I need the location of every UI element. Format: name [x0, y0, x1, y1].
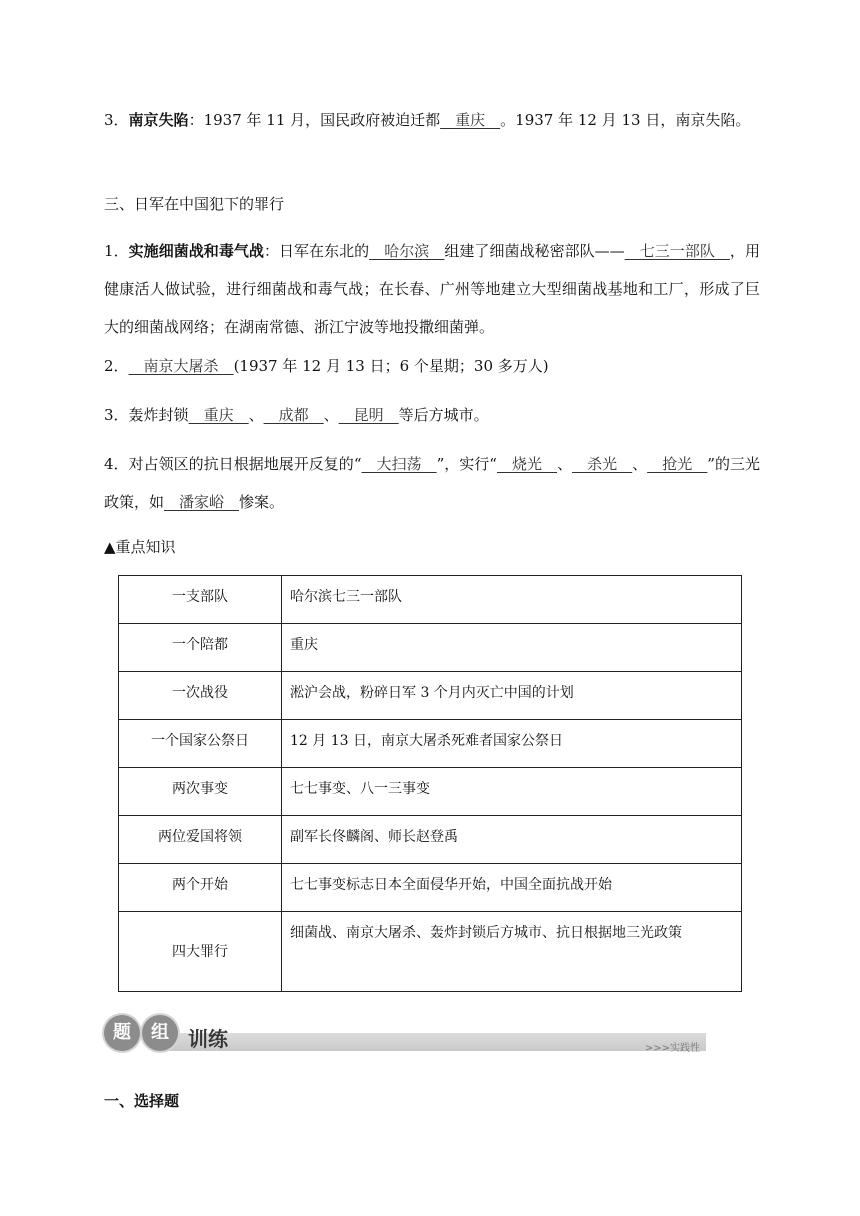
table-value: 七七事变、八一三事变: [282, 768, 742, 816]
banner-tag: >>>实践性: [644, 1043, 700, 1054]
answer-blank: __重庆__: [188, 406, 249, 424]
table-row: [119, 576, 742, 624]
table-key: 两个开始: [119, 864, 282, 912]
item-text: 。1937 年 12 月 13 日，南京失陷。: [500, 111, 751, 129]
separator: 、: [632, 455, 648, 473]
section-heading-crimes: 三、日军在中国犯下的罪行: [104, 195, 285, 213]
item-number: 4．: [104, 455, 129, 473]
answer-blank: __哈尔滨__: [369, 242, 445, 260]
table-key: 四大罪行: [119, 912, 282, 992]
item-text: ：1937 年 11 月，国民政府被迫迁都: [188, 111, 441, 129]
table-value: 淞沪会战，粉碎日军 3 个月内灭亡中国的计划: [282, 672, 742, 720]
item-text: 轰炸封锁: [128, 406, 189, 424]
answer-blank: __七三一部队__: [624, 242, 730, 260]
crime-item-4: [104, 445, 760, 521]
item-number: 3．: [104, 406, 129, 424]
table-key: 一支部队: [119, 576, 282, 624]
table-row: [119, 816, 742, 864]
table-row: [119, 912, 742, 992]
crime-item-2: [104, 347, 760, 385]
separator: 、: [557, 455, 573, 473]
table-key: 两次事变: [119, 768, 282, 816]
item-number: 2．: [104, 357, 129, 375]
table-row: [119, 720, 742, 768]
crime-item-3: [104, 396, 760, 434]
table-row: [119, 672, 742, 720]
item-text: ，用健康活人做试验，进行细菌战和毒气战；在长春、广州等地建立大型细菌战基地和工厂，形成了巨大的细菌战网络；在湖南常德、浙江宁波等地投撒细菌弹。: [104, 242, 760, 336]
item-text: (1937 年 12 月 13 日；6 个星期；30 多万人): [233, 357, 549, 375]
key-knowledge-table: [118, 575, 742, 992]
answer-blank: __南京大屠杀__: [128, 357, 234, 375]
answer-blank: __成都__: [263, 406, 324, 424]
section-heading-choice: 一、选择题: [104, 1092, 180, 1110]
answer-blank: __大扫荡__: [361, 455, 437, 473]
banner-badge-2: 组: [142, 1015, 178, 1051]
key-knowledge-heading: ▲重点知识: [104, 538, 176, 556]
answer-blank: __昆明__: [338, 406, 399, 424]
table-value: 细菌战、南京大屠杀、轰炸封锁后方城市、抗日根据地三光政策: [282, 912, 742, 992]
table-value: 副军长佟麟阁、师长赵登禹: [282, 816, 742, 864]
answer-blank: __杀光__: [572, 455, 633, 473]
banner-bar: [160, 1033, 706, 1051]
separator: 、: [248, 406, 264, 424]
item-number: 1．: [104, 242, 129, 260]
banner-title: 训练: [188, 1027, 228, 1051]
table-key: 一个国家公祭日: [119, 720, 282, 768]
item-text: 组建了细菌战秘密部队——: [444, 242, 625, 260]
banner-badge-1: 题: [104, 1015, 140, 1051]
table-value: 重庆: [282, 624, 742, 672]
separator: 、: [323, 406, 339, 424]
table-key: 两位爱国将领: [119, 816, 282, 864]
answer-blank: __烧光__: [496, 455, 558, 473]
item-text: ”，实行“: [436, 455, 497, 473]
answer-blank: __重庆__: [440, 111, 501, 129]
exercise-banner: [104, 1015, 706, 1057]
item-text: ”的三光政策，如: [104, 455, 760, 511]
item-title: 实施细菌战和毒气战: [128, 242, 264, 260]
item-text: 对占领区的抗日根据地展开反复的“: [128, 455, 362, 473]
table-row: [119, 768, 742, 816]
item-number: 3．: [104, 111, 129, 129]
table-key: 一次战役: [119, 672, 282, 720]
answer-blank: __潘家峪__: [164, 493, 240, 511]
item-text: ：日军在东北的: [263, 242, 370, 260]
item-nanjing-fall: [104, 101, 760, 139]
table-row: [119, 624, 742, 672]
table-value: 哈尔滨七三一部队: [282, 576, 742, 624]
item-text: 等后方城市。: [398, 406, 489, 424]
item-text: 惨案。: [239, 493, 285, 511]
item-title: 南京失陷: [128, 111, 189, 129]
table-row: [119, 864, 742, 912]
crime-item-1: [104, 232, 760, 346]
table-value: 12 月 13 日，南京大屠杀死难者国家公祭日: [282, 720, 742, 768]
answer-blank: __抢光__: [647, 455, 708, 473]
table-key: 一个陪都: [119, 624, 282, 672]
table-value: 七七事变标志日本全面侵华开始，中国全面抗战开始: [282, 864, 742, 912]
